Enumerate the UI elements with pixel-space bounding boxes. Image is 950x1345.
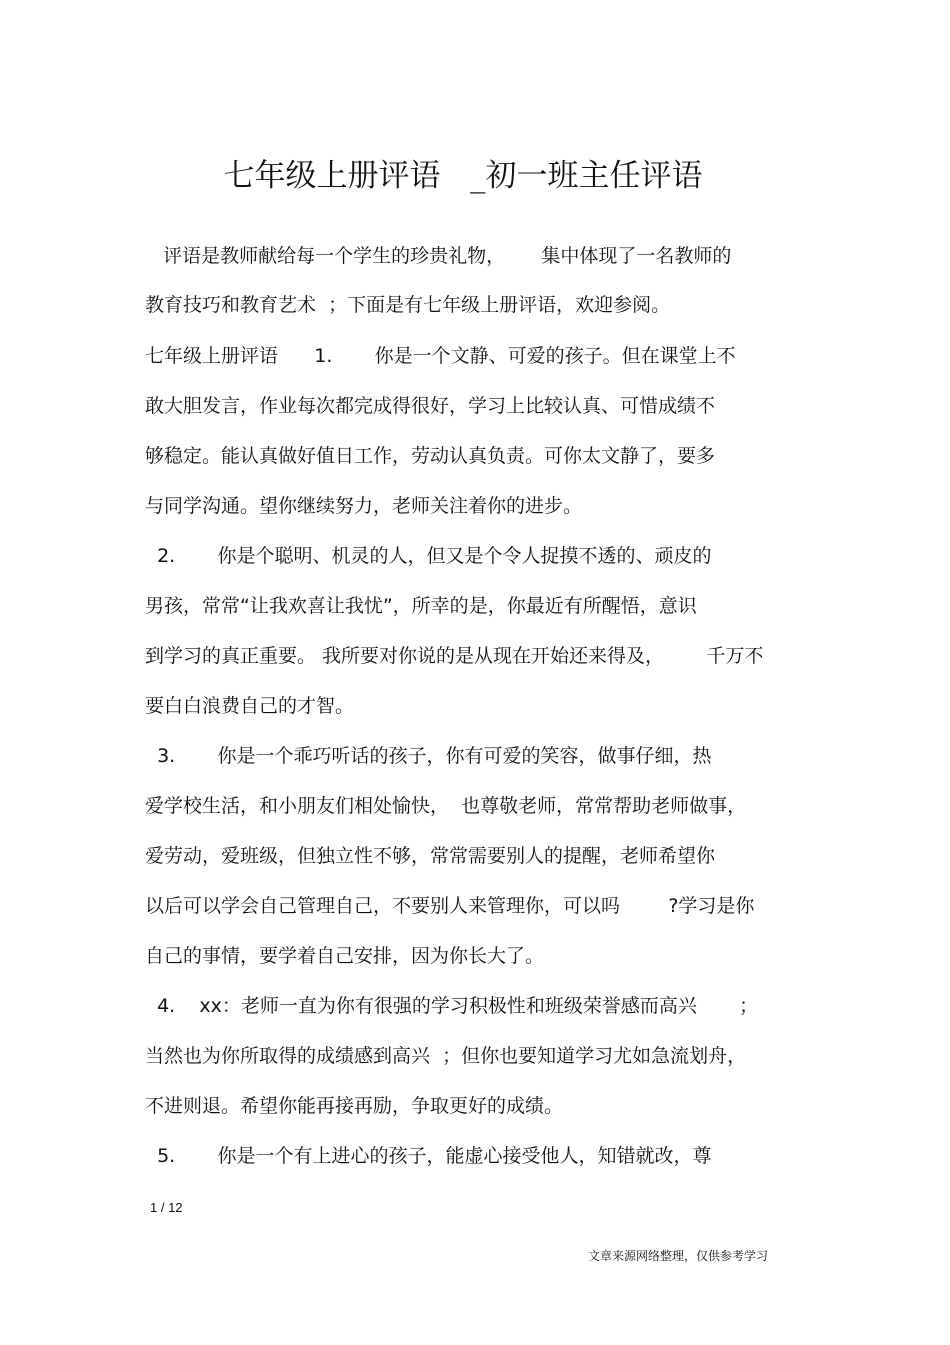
document-title: 七年级上册评语 _初一班主任评语 (223, 158, 703, 194)
text-line: 评语是教师献给每一个学生的珍贵礼物， 集中体现了一名教师的 (145, 245, 732, 267)
text-line: 男孩，常常“让我欢喜让我忧”，所幸的是，你最近有所醒悟，意识 (145, 595, 697, 617)
text-line: 自己的事情，要学着自己安排，因为你长大了。 (145, 945, 545, 967)
text-line: 爱劳动，爱班级，但独立性不够，常常需要别人的提醒，老师希望你 (145, 845, 716, 867)
text-line: 敢大胆发言，作业每次都完成得很好，学习上比较认真、可惜成绩不 (145, 395, 716, 417)
text-line: 够稳定。能认真做好值日工作，劳动认真负责。可你太文静了，要多 (145, 445, 716, 467)
text-line: 到学习的真正重要。 我所要对你说的是从现在开始还来得及， 千万不 (145, 645, 764, 667)
page-number: 1 / 12 (150, 1200, 183, 1215)
text-line: 不进则退。希望你能再接再励，争取更好的成绩。 (145, 1095, 564, 1117)
text-line: 2. 你是个聪明、机灵的人，但又是个令人捉摸不透的、顽皮的 (145, 545, 712, 567)
text-line: 爱学校生活，和小朋友们相处愉快， 也尊敬老师，常常帮助老师做事， (145, 795, 747, 817)
text-line: 5. 你是一个有上进心的孩子，能虚心接受他人，知错就改，尊 (145, 1145, 712, 1167)
text-line: 教育技巧和教育艺术 ；下面是有七年级上册评语，欢迎参阅。 (145, 294, 671, 316)
text-line: 4. xx：老师一直为你有很强的学习积极性和班级荣誉感而高兴 ； (145, 995, 759, 1017)
text-line: 七年级上册评语 1. 你是一个文静、可爱的孩子。但在课堂上不 (145, 345, 736, 367)
source-note: 文章来源网络整理，仅供参考学习 (588, 1249, 769, 1263)
text-line: 当然也为你所取得的成绩感到高兴 ；但你也要知道学习尤如急流划舟， (145, 1045, 747, 1067)
text-line: 以后可以学会自己管理自己，不要别人来管理你，可以吗 ?学习是你 (145, 895, 755, 917)
text-line: 要白白浪费自己的才智。 (145, 695, 355, 717)
text-line: 3. 你是一个乖巧听话的孩子，你有可爱的笑容，做事仔细，热 (145, 745, 712, 767)
text-line: 与同学沟通。望你继续努力，老师关注着你的进步。 (145, 495, 583, 517)
